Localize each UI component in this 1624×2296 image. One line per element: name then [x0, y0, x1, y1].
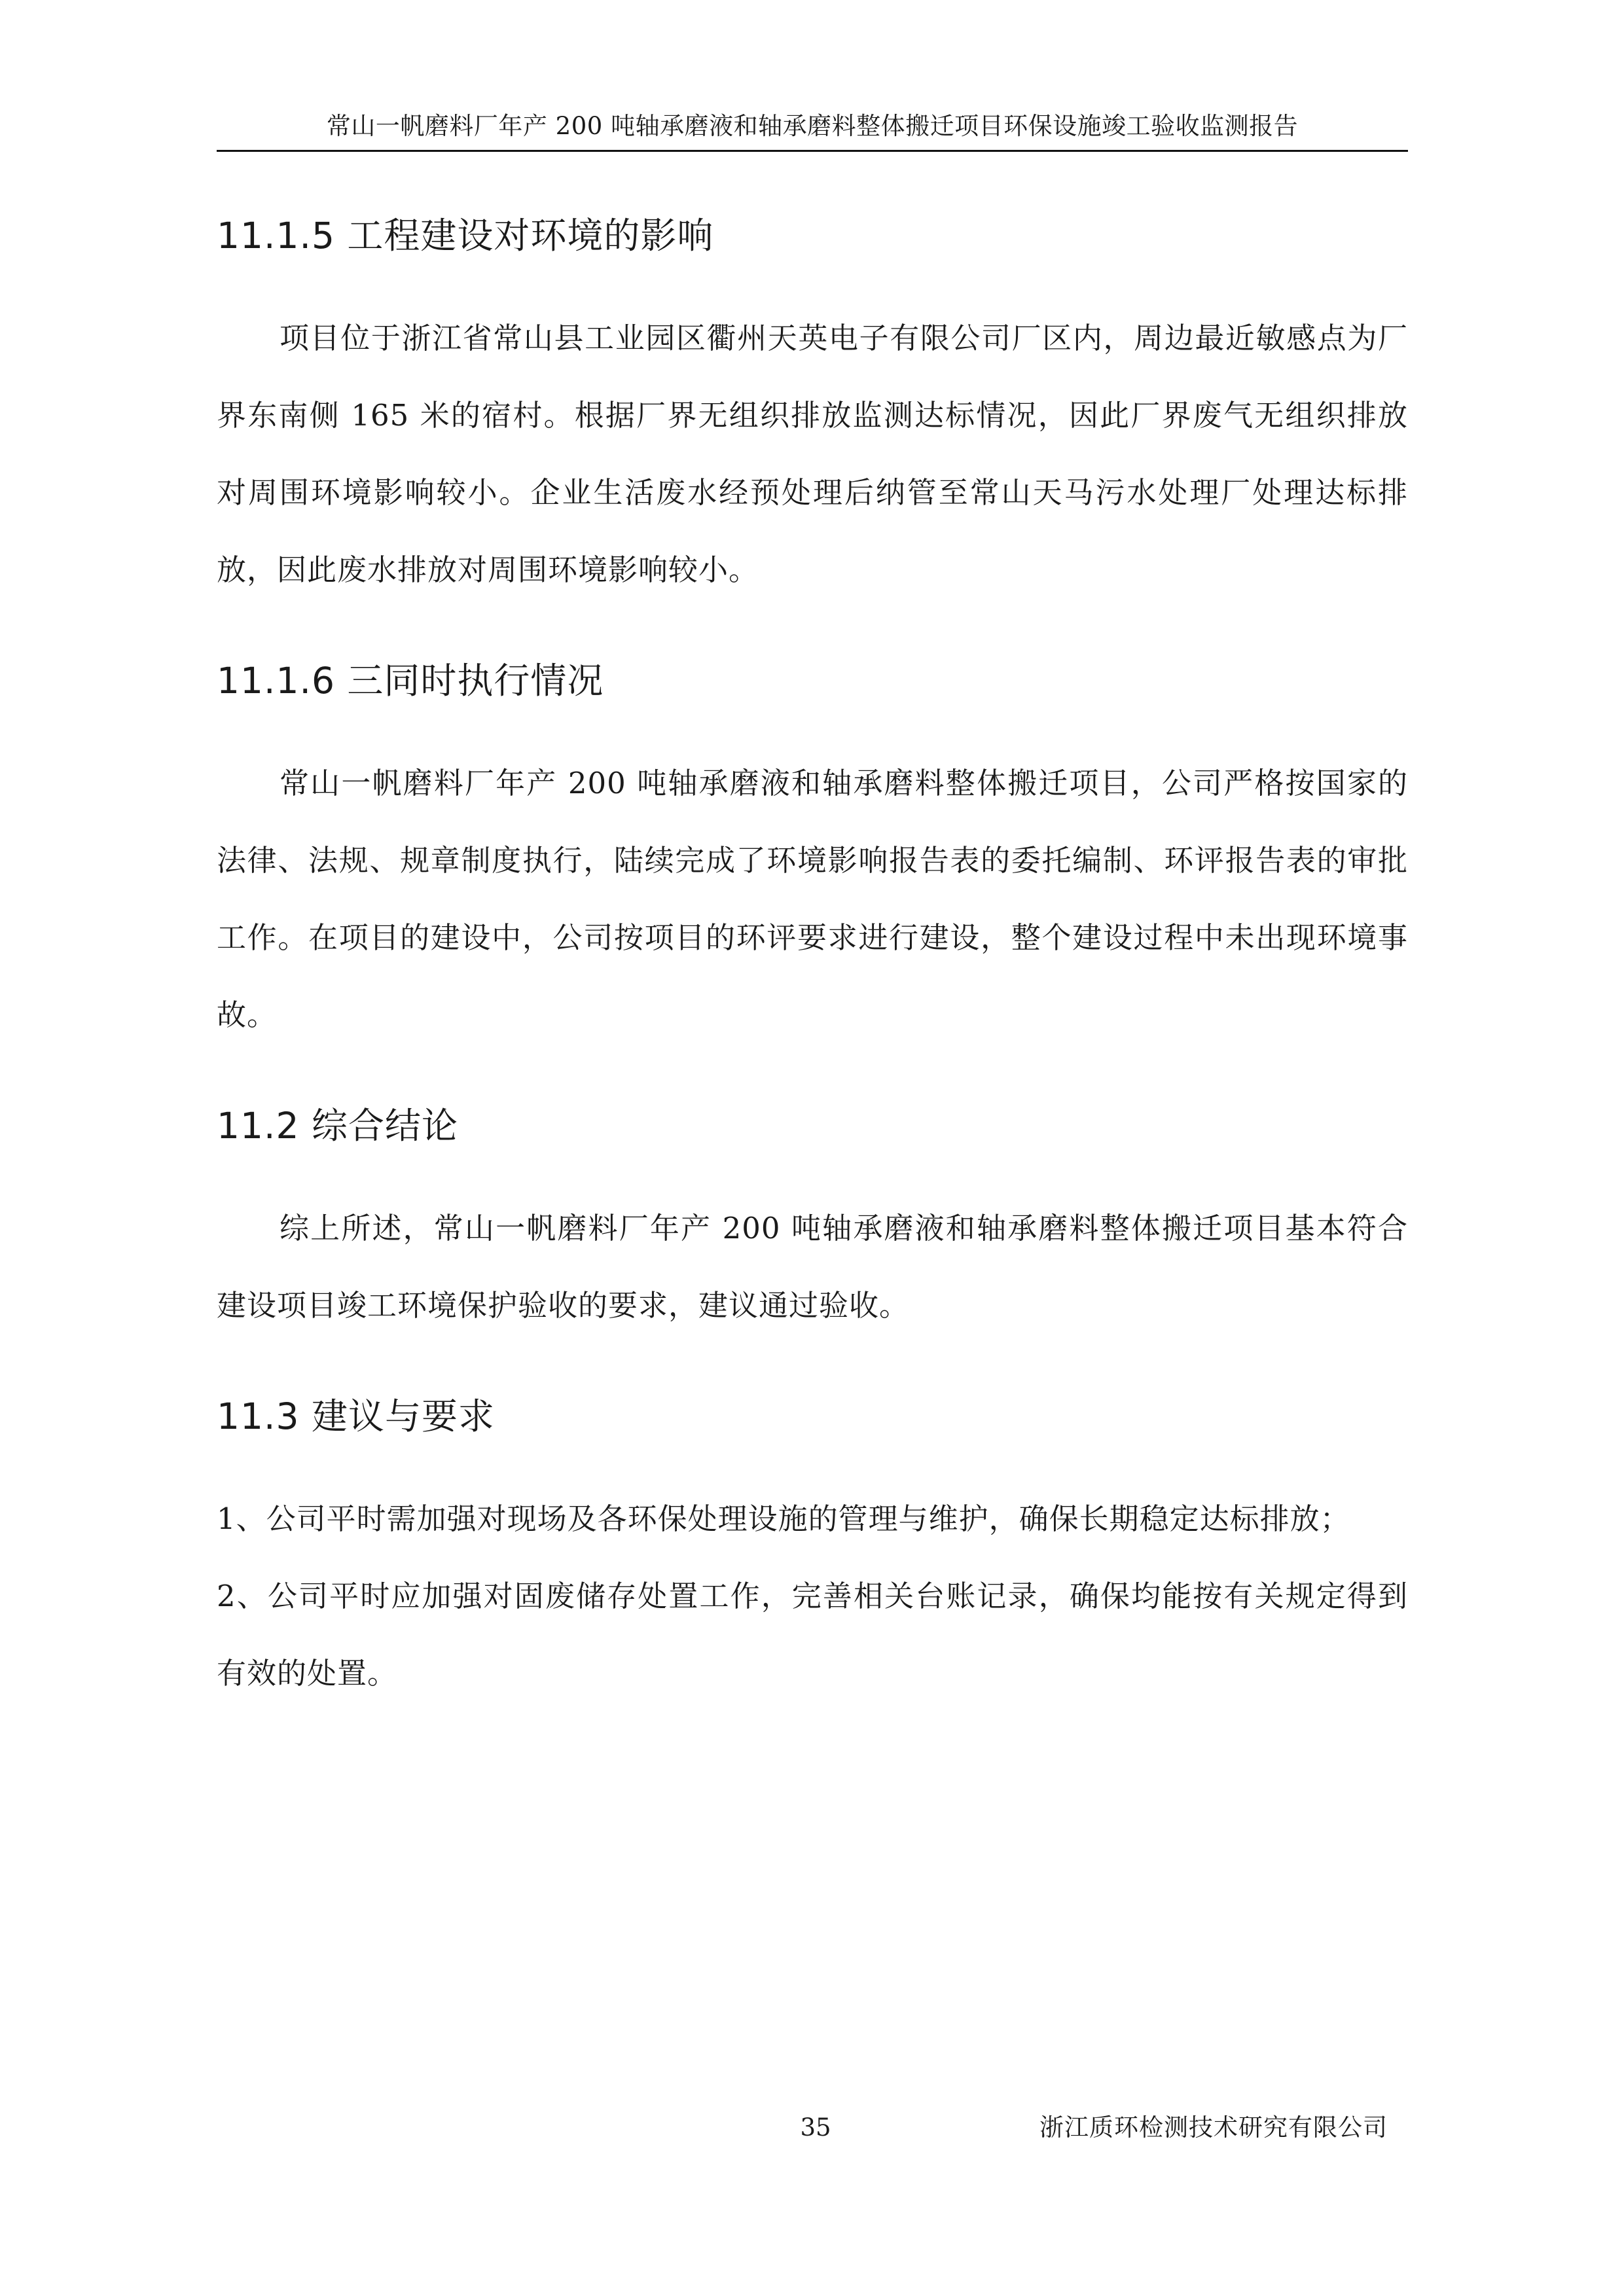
- section-paragraph-11-1-5: 项目位于浙江省常山县工业园区衢州天英电子有限公司厂区内，周边最近敏感点为厂界东南侧 165 米的宿村。根据厂界无组织排放监测达标情况，因此厂界废气无组织排放对周围环境影响较小。企业生活废水经预处理后纳管至常山天马污水处理厂处理达标排放，因此废水排放对周围环境影响较小。: [217, 321, 1408, 587]
- section-heading-11-3: 11.3 建议与要求: [217, 1395, 495, 1437]
- recommendation-item-1: 1、公司平时需加强对现场及各环保处理设施的管理与维护，确保长期稳定达标排放；: [217, 1501, 1350, 1536]
- page-number: 35: [800, 2113, 831, 2142]
- running-header: 常山一帆磨料厂年产 200 吨轴承磨液和轴承磨料整体搬迁项目环保设施竣工验收监测报告: [326, 112, 1299, 140]
- section-heading-11-1-5: 11.1.5 工程建设对环境的影响: [217, 215, 714, 257]
- section-paragraph-11-2: 综上所述，常山一帆磨料厂年产 200 吨轴承磨液和轴承磨料整体搬迁项目基本符合建设项目竣工环境保护验收的要求，建议通过验收。: [217, 1211, 1408, 1323]
- section-paragraph-11-1-6: 常山一帆磨料厂年产 200 吨轴承磨液和轴承磨料整体搬迁项目，公司严格按国家的法律、法规、规章制度执行，陆续完成了环境影响报告表的委托编制、环评报告表的审批工作。在项目的建设中，公司按项目的环评要求进行建设，整个建设过程中未出现环境事故。: [217, 766, 1408, 1032]
- footer-company-name: 浙江质环检测技术研究有限公司: [1039, 2113, 1388, 2142]
- recommendation-item-2: 2、公司平时应加强对固废储存处置工作，完善相关台账记录，确保均能按有关规定得到有效的处置。: [217, 1579, 1408, 1691]
- section-heading-11-2: 11.2 综合结论: [217, 1105, 458, 1147]
- page-body: [217, 203, 1408, 1712]
- section-heading-11-1-6: 11.1.6 三同时执行情况: [217, 660, 604, 702]
- header-divider: [217, 150, 1408, 152]
